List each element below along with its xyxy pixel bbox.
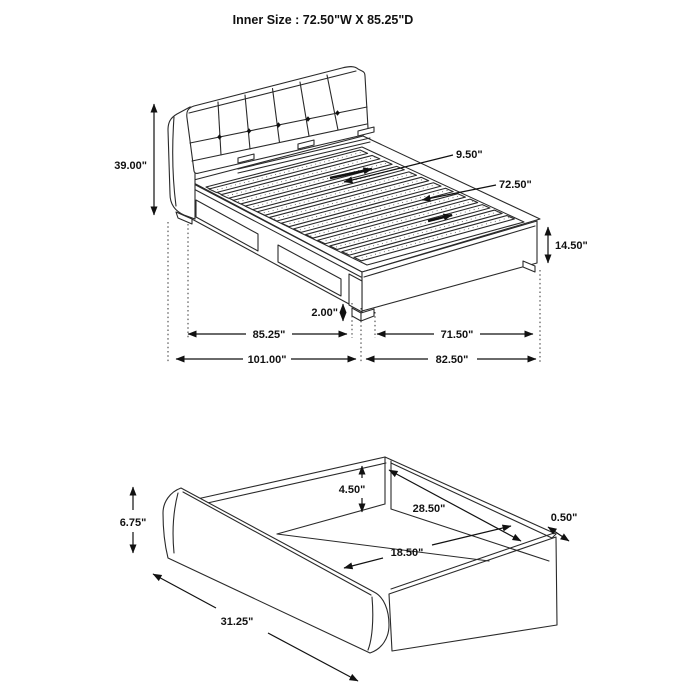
page-title: Inner Size : 72.50"W X 85.25"D (232, 13, 414, 27)
dim-label-headboard-height: 39.00" (114, 160, 147, 172)
dim-label-overall-length: 101.00" (247, 354, 287, 366)
dim-label-inner-width: 28.50" (412, 503, 446, 515)
dim-label-slat-length: 72.50" (499, 179, 532, 191)
dim-label-inner-height: 4.50" (338, 484, 366, 496)
dim-label-front-length: 31.25" (220, 616, 254, 628)
bed-corner-post (349, 274, 362, 312)
dim-label-leg-height: 2.00" (311, 307, 338, 319)
dim-label-wall-thickness: 0.50" (550, 512, 578, 524)
dim-label-overall-width: 82.50" (435, 354, 469, 366)
dim-label-side-length: 85.25" (252, 329, 286, 341)
dim-label-foot-length: 71.50" (440, 329, 474, 341)
dim-label-inner-depth: 18.50" (390, 547, 424, 559)
dim-label-slat-offset: 9.50" (456, 149, 483, 161)
dim-label-front-height: 6.75" (119, 517, 147, 529)
dim-label-base-height: 14.50" (555, 240, 588, 252)
